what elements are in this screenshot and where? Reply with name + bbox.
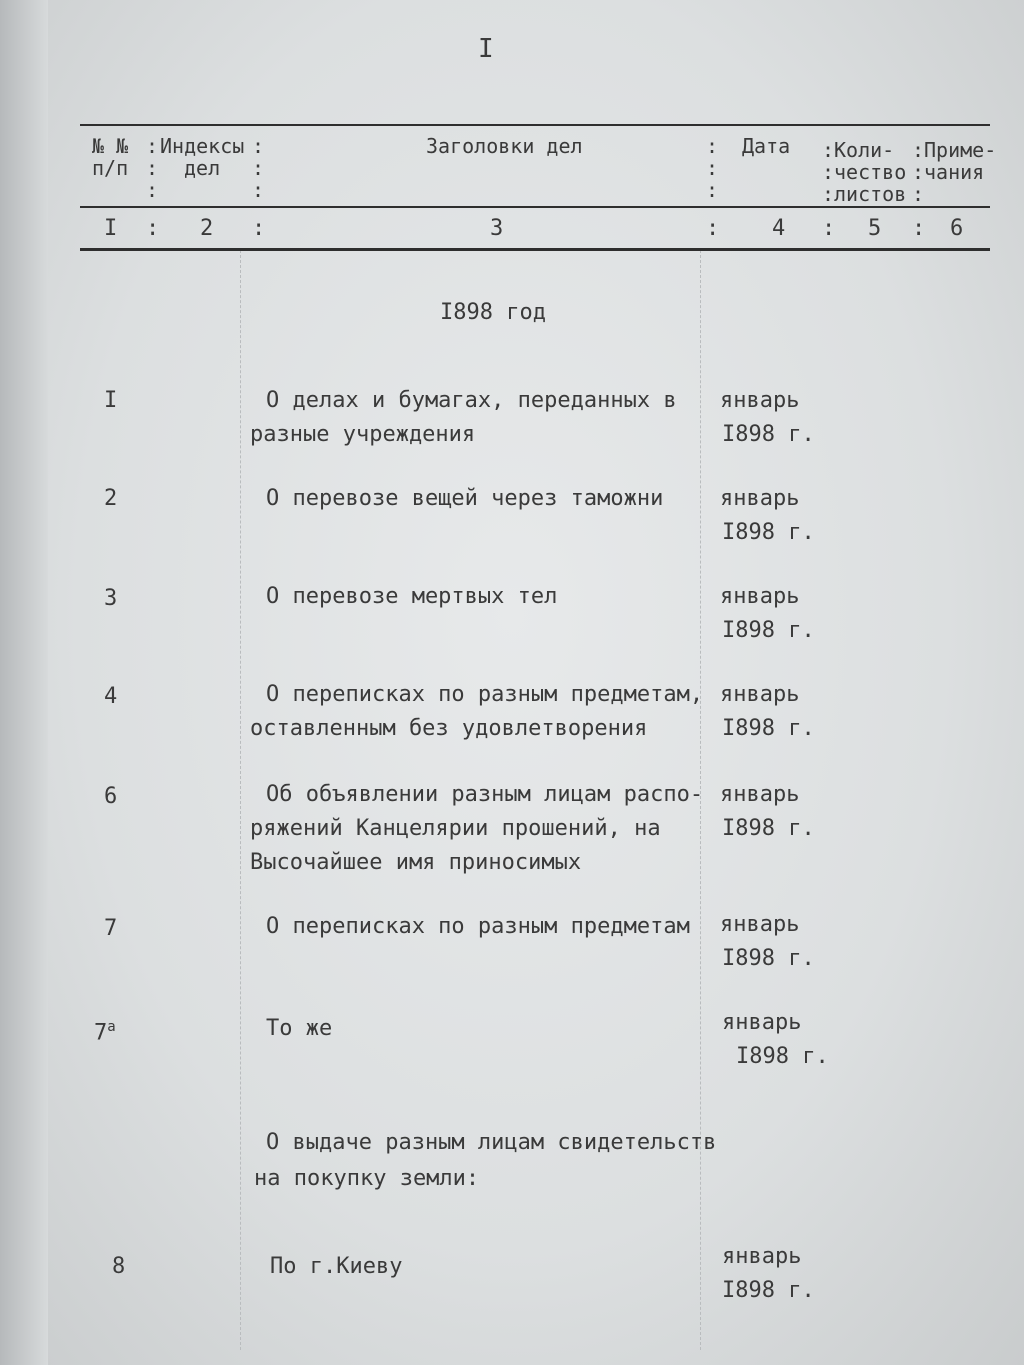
header-col5-line1: Коли- [834, 138, 895, 162]
entry-date-line: январь [720, 486, 800, 511]
header-num-2: 2 [200, 216, 214, 241]
group-heading-line: на покупку земли: [254, 1166, 480, 1191]
header-num-5: 5 [868, 216, 882, 241]
header-col5-line3: листов [834, 182, 907, 206]
header-bottom-rule [80, 248, 990, 251]
header-col6-line2: чания [924, 160, 985, 184]
entry-number: 6 [104, 784, 118, 809]
header-top-rule [80, 124, 990, 126]
page-edge-shadow [0, 0, 48, 1365]
entry-number: 8 [112, 1254, 126, 1279]
header-num-1: I [104, 216, 118, 241]
column-guide [240, 250, 241, 1350]
entry-date-line: I898 г. [722, 816, 815, 841]
entry-title-line: оставленным без удовлетворения [250, 716, 648, 741]
entry-title-line: разные учреждения [250, 422, 476, 447]
entry-title-line: О делах и бумагах, переданных в [266, 388, 677, 413]
header-num-6: 6 [950, 216, 964, 241]
entry-title-line: О перевозе вещей через таможни [266, 486, 664, 511]
header-col1-line2: п/п [92, 156, 129, 180]
entry-title-line: То же [266, 1016, 333, 1041]
entry-date-line: январь [720, 782, 800, 807]
entry-date-line: I898 г. [722, 946, 815, 971]
entry-date-line: январь [720, 388, 800, 413]
entry-number: 2 [104, 486, 118, 511]
entry-number: 3 [104, 586, 118, 611]
entry-date-line: I898 г. [722, 422, 815, 447]
entry-date-line: I898 г. [722, 618, 815, 643]
entry-number-superscript: а [107, 1019, 116, 1035]
entry-title-line: По г.Киеву [270, 1254, 403, 1279]
entry-number: 7 [104, 916, 118, 941]
header-mid-rule [80, 206, 990, 208]
entry-date-line: I898 г. [722, 520, 815, 545]
entry-title-line: О перевозе мертвых тел [266, 584, 558, 609]
header-col2-line1: Индексы [160, 134, 245, 158]
document-page: I № № п/п : : : Индексы дел : : : Заголовки дел : : : Дата : : : Коли- чество листов : : : Приме- чания I : 2 : 3 : 4 : 5 : 6 I898 год I О делах и бумагах, переданных в разные учреждения январь I898 г. 2 О перевозе вещей через таможни январь I898 г. 3 О перевозе мертвых тел январь I898 г. 4 О переписках по разным предметам, оставленным без удовлетворения январь I898 г. 6 Об объявлении разным лицам распо- ряжений Канцелярии прошений, на Высочайшее имя приносимых январь I898 г. 7 О переписках по разным предметам январь I898 г. $7^а$ То же январь I898 г. О выдаче разным лицам свидетельств на покупку земли: 8 По г.Киеву январь I898 г. [0, 0, 1024, 1365]
page-number: I [478, 34, 494, 64]
header-col3: Заголовки дел [426, 134, 583, 158]
header-col2-line2: дел [184, 156, 221, 180]
header-col6-line1: Приме- [924, 138, 997, 162]
entry-title-line: ряжений Канцелярии прошений, на [250, 816, 661, 841]
header-num-3: 3 [490, 216, 504, 241]
entry-number: $7^а$ [94, 1019, 116, 1046]
entry-date-line: I898 г. [722, 716, 815, 741]
entry-date-line: I898 г. [722, 1278, 815, 1303]
header-col5-line2: чество [834, 160, 907, 184]
entry-date-line: январь [722, 1244, 802, 1269]
entry-date-line: январь [722, 1010, 802, 1035]
header-num-4: 4 [772, 216, 786, 241]
entry-number: I [104, 388, 118, 413]
entry-date-line: январь [720, 912, 800, 937]
entry-title-line: О переписках по разным предметам, [266, 682, 704, 707]
header-col1-line1: № № [92, 134, 129, 158]
entry-number: 4 [104, 684, 118, 709]
header-col4: Дата [742, 134, 791, 158]
entry-title-line: О переписках по разным предметам [266, 914, 690, 939]
entry-date-line: январь [720, 584, 800, 609]
group-heading-line: О выдаче разным лицам свидетельств [266, 1130, 717, 1155]
entry-date-line: январь [720, 682, 800, 707]
entry-title-line: Высочайшее имя приносимых [250, 850, 582, 875]
year-heading: I898 год [440, 300, 546, 325]
entry-date-line: I898 г. [736, 1044, 829, 1069]
entry-title-line: Об объявлении разным лицам распо- [266, 782, 704, 807]
